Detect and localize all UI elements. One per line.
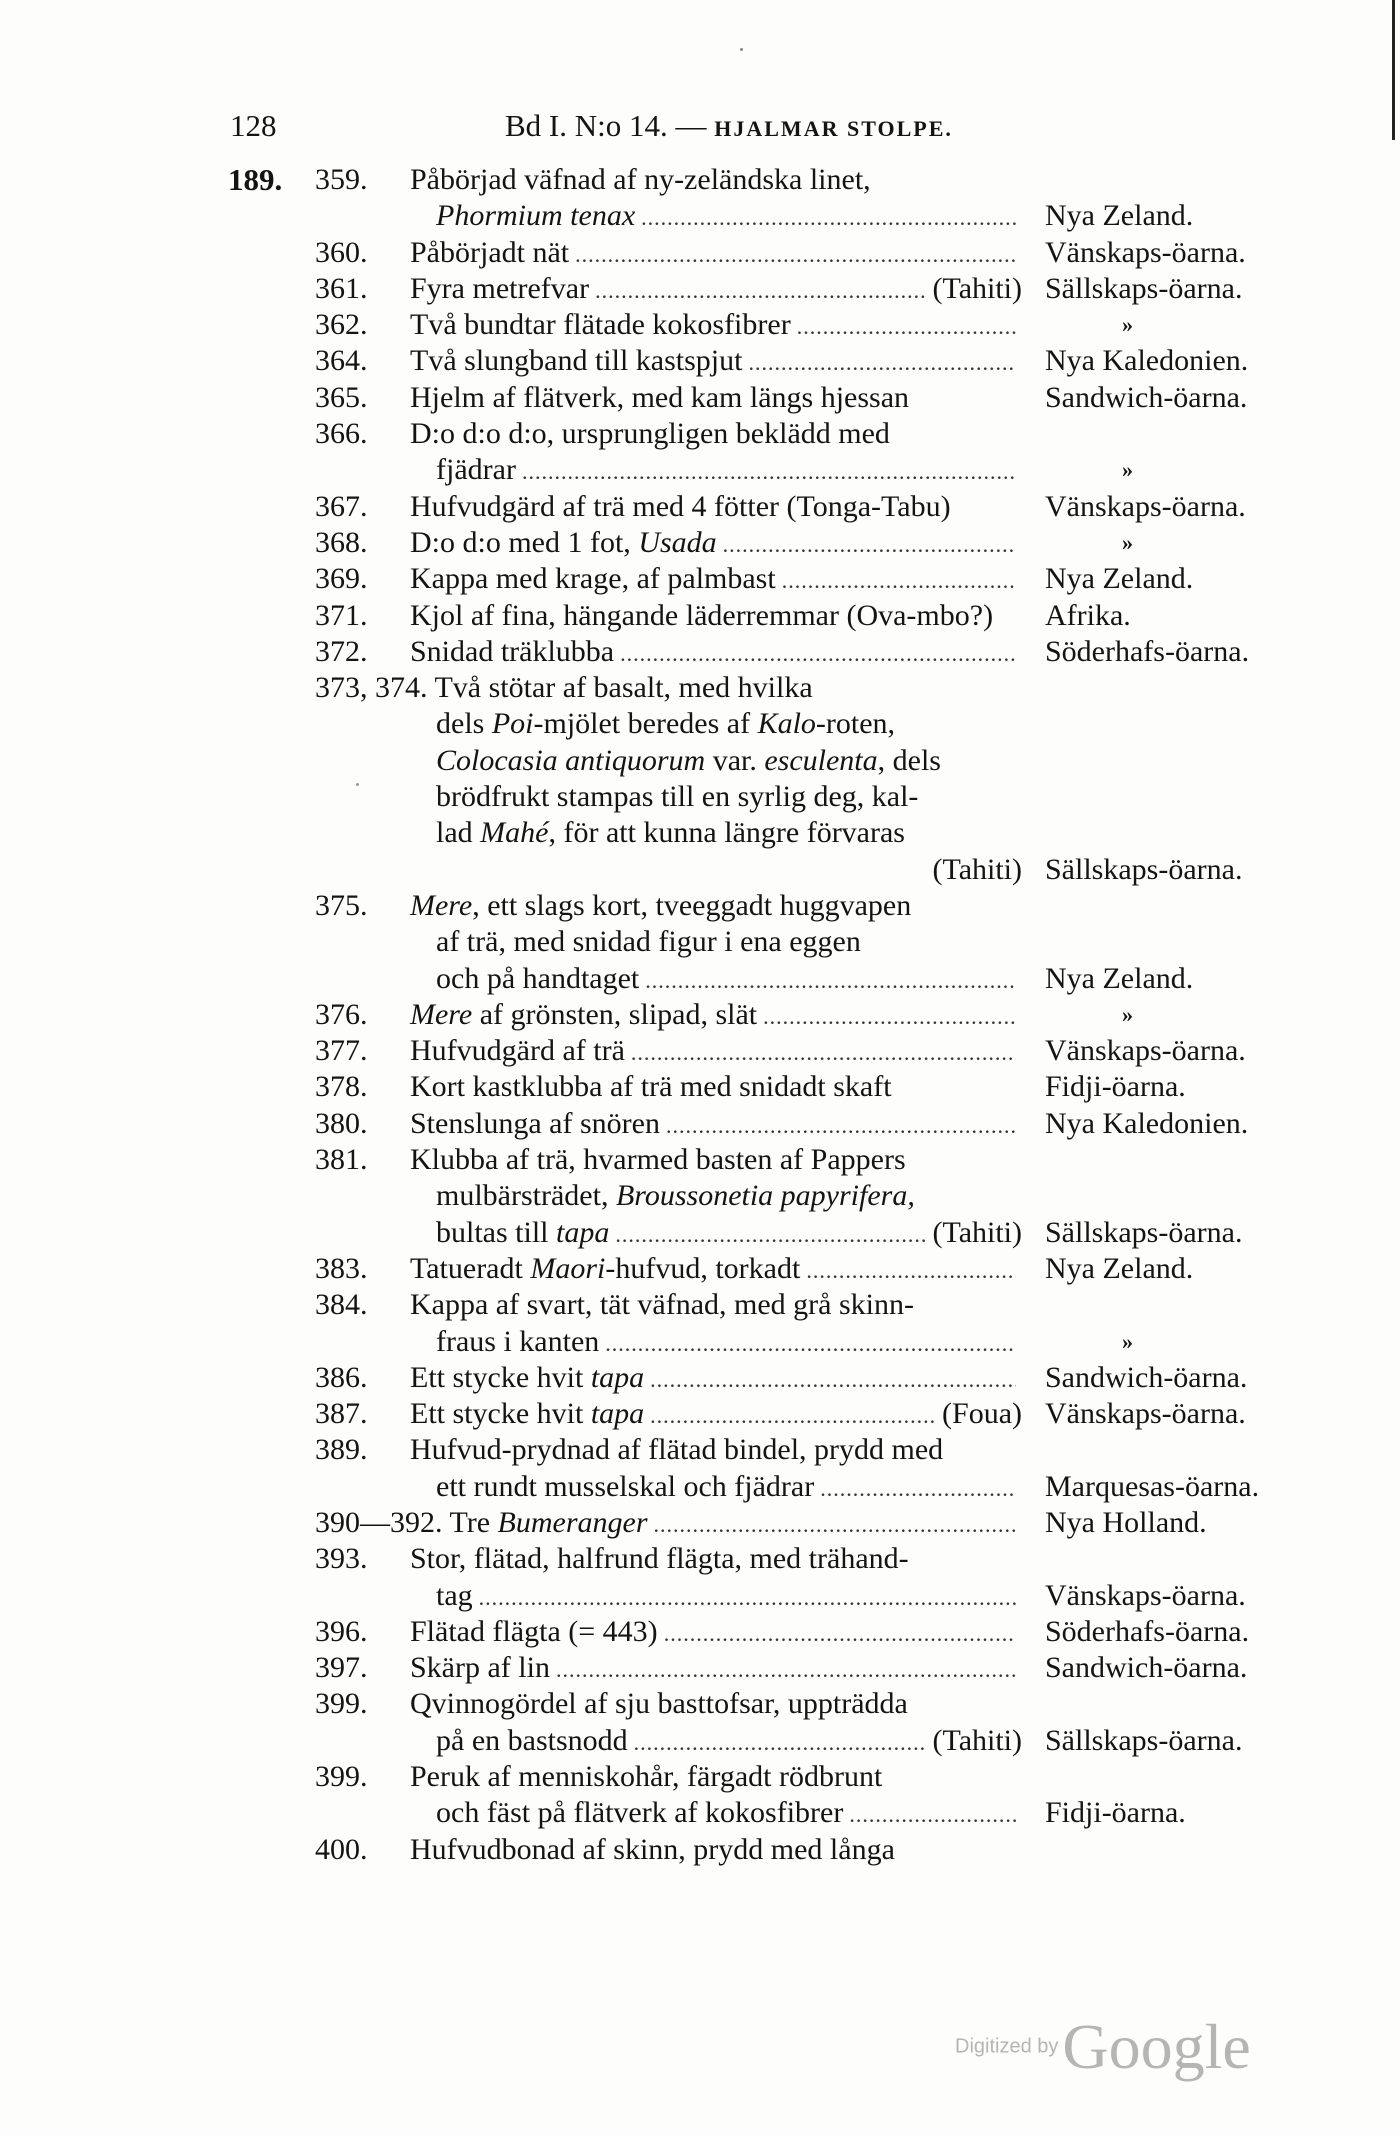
catalog-entry-continuation	[0, 706, 1400, 742]
catalog-entry	[0, 235, 1400, 271]
description-text: och fäst på flätverk af kokosfibrer	[436, 1796, 844, 1830]
catalog-entry	[0, 1505, 1400, 1541]
description-text: Kjol af fina, hängande läderremmar (Ova-mbo?)	[410, 598, 994, 632]
catalog-entry	[0, 598, 1400, 634]
catalog-entry	[0, 1541, 1400, 1577]
item-number: 381.	[315, 1143, 368, 1177]
origin-place: Sällskaps-öarna.	[1045, 852, 1243, 886]
catalog-entry	[0, 1432, 1400, 1468]
description-text: fjädrar	[436, 453, 516, 487]
catalog-entry	[0, 634, 1400, 670]
catalog-entry	[0, 561, 1400, 597]
dot-leader	[782, 563, 1016, 599]
description-text: , dels	[877, 743, 941, 777]
catalog-entry	[0, 1832, 1400, 1868]
dot-leader	[748, 345, 1016, 381]
item-number: 367.	[315, 489, 368, 523]
item-description	[410, 416, 1022, 452]
item-description	[315, 1505, 1022, 1543]
item-number: 386.	[315, 1360, 368, 1394]
volume-label: Bd I. N:o 14. —	[505, 108, 707, 143]
dot-leader	[650, 1362, 1016, 1398]
item-number: 393.	[315, 1542, 368, 1576]
catalog-entry-continuation	[0, 198, 1400, 234]
dot-leader	[522, 454, 1016, 490]
description-text: mulbärsträdet,	[436, 1179, 616, 1213]
item-number: 371.	[315, 598, 368, 632]
dot-leader	[723, 527, 1016, 563]
dot-leader	[595, 273, 926, 309]
description-text: Hufvudgärd af trä	[410, 1034, 625, 1068]
description-text: Ett stycke hvit	[410, 1397, 591, 1431]
item-number: 362.	[315, 308, 368, 342]
italic-term: Mere	[410, 888, 473, 922]
item-number: 383.	[315, 1251, 368, 1285]
catalog-entry	[0, 888, 1400, 924]
catalog-entry	[0, 162, 1400, 198]
dot-leader	[806, 1253, 1016, 1289]
dot-leader	[763, 999, 1016, 1035]
item-description	[436, 1469, 1022, 1507]
catalog-entry-continuation	[0, 779, 1400, 815]
item-number: 376.	[315, 997, 368, 1031]
item-description	[410, 997, 1022, 1035]
catalog-entry	[0, 1033, 1400, 1069]
italic-term: esculenta	[764, 743, 878, 777]
item-description	[410, 1541, 1022, 1577]
item-description	[410, 489, 1022, 525]
catalog-entry	[0, 997, 1400, 1033]
origin-place: Nya Kaledonien.	[1045, 1106, 1249, 1140]
origin-place: Vänskaps-öarna.	[1045, 235, 1246, 269]
item-description	[410, 561, 1022, 599]
origin-place: Nya Zeland.	[1045, 961, 1194, 995]
description-text: Hjelm af flätverk, med kam längs hjessan	[410, 380, 910, 414]
italic-term: Broussonetia papyrifera,	[615, 1179, 915, 1213]
item-number: 378.	[315, 1070, 368, 1104]
description-text: Ett stycke hvit	[410, 1360, 591, 1394]
description-text: Qvinnogördel af sju basttofsar, uppträdda	[410, 1687, 908, 1721]
item-description	[410, 271, 1022, 309]
catalog-entry	[0, 1360, 1400, 1396]
catalog-entry	[0, 1106, 1400, 1142]
catalog-entry	[0, 1396, 1400, 1432]
origin-place: Nya Holland.	[1045, 1505, 1207, 1539]
description-text: , ett slags kort, tveeggadt huggvapen	[472, 888, 912, 922]
description-text: bultas till	[436, 1215, 556, 1249]
italic-term: Colocasia antiquorum	[436, 743, 706, 777]
description-text: 390—392. Tre	[315, 1505, 498, 1539]
item-description	[410, 343, 1022, 381]
origin-place: Sandwich-öarna.	[1045, 380, 1248, 414]
catalog-entry	[0, 271, 1400, 307]
catalog-entry-continuation	[0, 1215, 1400, 1251]
catalog-entry	[0, 1287, 1400, 1323]
italic-term: Bumeranger	[497, 1505, 648, 1539]
item-description	[410, 1759, 1022, 1795]
catalog-entry	[0, 1650, 1400, 1686]
description-text: Hufvudgärd af trä med 4 fötter (Tonga-Tabu)	[410, 489, 951, 523]
dot-leader	[849, 1797, 1016, 1833]
origin-place: Vänskaps-öarna.	[1045, 1397, 1246, 1431]
section-number: 189.	[228, 162, 283, 197]
item-description	[436, 1795, 1022, 1833]
running-header	[230, 108, 1030, 148]
item-description	[410, 1396, 1022, 1434]
origin-place: Vänskaps-öarna.	[1045, 1578, 1246, 1612]
description-text: af grönsten, slipad, slät	[472, 997, 758, 1031]
author-name: HJALMAR STOLPE.	[714, 116, 953, 141]
description-text: (Tahiti)	[932, 852, 1022, 886]
catalog-entry	[0, 416, 1400, 452]
italic-term: tapa	[556, 1215, 610, 1249]
catalog-entry-continuation	[0, 815, 1400, 851]
italic-term: Maori	[530, 1251, 606, 1285]
item-description	[410, 1686, 1022, 1722]
description-text: 373, 374. Två stötar af basalt, med hvilka	[315, 671, 813, 705]
dot-leader	[631, 1035, 1016, 1071]
item-description	[410, 598, 1022, 634]
watermark-prefix: Digitized by	[955, 2035, 1059, 2058]
catalog-entry	[0, 1686, 1400, 1722]
dot-leader	[664, 1616, 1016, 1652]
origin-place: Sandwich-öarna.	[1045, 1651, 1248, 1685]
dot-leader	[620, 636, 1016, 672]
origin-place: Sällskaps-öarna.	[1045, 271, 1243, 305]
origin-place: Söderhafs-öarna.	[1045, 1614, 1250, 1648]
item-number: 387.	[315, 1397, 368, 1431]
item-number: 359.	[315, 163, 368, 196]
item-number: 364.	[315, 344, 368, 378]
catalog-entry	[0, 1142, 1400, 1178]
item-description	[410, 307, 1022, 345]
item-number: 365.	[315, 380, 368, 414]
dot-leader	[666, 1108, 1016, 1144]
catalog-entry-continuation	[0, 852, 1400, 888]
description-text: Hufvud-prydnad af flätad bindel, prydd med	[410, 1433, 944, 1467]
item-number: 377.	[315, 1034, 368, 1068]
catalog-entry	[0, 489, 1400, 525]
ditto-mark: »	[1122, 1328, 1133, 1354]
origin-place: Nya Zeland.	[1045, 1251, 1194, 1285]
item-number: 361.	[315, 271, 368, 305]
description-text: Kort kastklubba af trä med snidadt skaft	[410, 1070, 892, 1104]
dot-leader	[575, 237, 1016, 273]
italic-term: Kalo	[757, 707, 816, 741]
description-text: och på handtaget	[436, 961, 640, 995]
italic-term: Poi	[491, 707, 534, 741]
description-text: af trä, med snidad figur i ena eggen	[436, 925, 861, 959]
description-text: tag	[436, 1578, 473, 1612]
italic-term: Usada	[638, 525, 717, 559]
description-text: Klubba af trä, hvarmed basten af Pappers	[410, 1143, 906, 1177]
origin-place: Sandwich-öarna.	[1045, 1360, 1248, 1394]
catalog-entry	[0, 380, 1400, 416]
ditto-mark: »	[1122, 529, 1133, 555]
item-number: 384.	[315, 1288, 368, 1322]
description-text: D:o d:o med 1 fot,	[410, 525, 639, 559]
catalog-entry	[0, 1614, 1400, 1650]
catalog-entry-continuation	[0, 1795, 1400, 1831]
item-description	[436, 706, 1022, 742]
item-number: 372.	[315, 634, 368, 668]
catalog-entry-continuation	[0, 924, 1400, 960]
description-text: Stenslunga af snören	[410, 1106, 660, 1140]
catalog-entry	[0, 307, 1400, 343]
dot-leader	[556, 1652, 1016, 1688]
origin-place: Nya Kaledonien.	[1045, 344, 1249, 378]
sub-location: (Tahiti)	[932, 271, 1022, 305]
item-number: 366.	[315, 417, 368, 451]
item-description	[436, 452, 1022, 490]
catalog-entry-continuation	[0, 1723, 1400, 1759]
description-text: fraus i kanten	[436, 1324, 600, 1358]
item-description	[410, 1069, 1022, 1105]
description-text: Kappa af svart, tät väfnad, med grå skinn-	[410, 1288, 914, 1322]
catalog-entry-continuation	[0, 1469, 1400, 1505]
item-description	[436, 1215, 1022, 1253]
description-text: Fyra metrefvar	[410, 271, 590, 305]
item-description	[436, 961, 1022, 999]
item-description	[436, 1178, 1022, 1214]
origin-place: Nya Zeland.	[1045, 562, 1194, 596]
item-description	[410, 1650, 1022, 1688]
dot-leader	[645, 963, 1016, 999]
item-description	[436, 743, 1022, 779]
description-text: -roten,	[815, 707, 896, 741]
description-text: på en bastsnodd	[436, 1723, 628, 1757]
description-text: dels	[436, 707, 492, 741]
catalog-entry	[0, 670, 1400, 706]
item-description	[436, 852, 1022, 888]
dot-leader	[615, 1217, 926, 1253]
description-text: Påbörjadt nät	[410, 235, 570, 269]
origin-place: Marquesas-öarna.	[1045, 1469, 1260, 1503]
origin-place: Afrika.	[1045, 598, 1131, 632]
description-text: ett rundt musselskal och fjädrar	[436, 1469, 815, 1503]
item-number: 399.	[315, 1760, 368, 1794]
item-description	[410, 1287, 1022, 1323]
description-text: -hufvud, torkadt	[605, 1251, 801, 1285]
catalog-entry-continuation	[0, 743, 1400, 779]
description-text: Peruk af menniskohår, färgadt rödbrunt	[410, 1760, 883, 1794]
description-text: Hufvudbonad af skinn, prydd med långa	[410, 1832, 895, 1866]
description-text: Två bundtar flätade kokosfibrer	[410, 308, 791, 342]
item-description	[436, 815, 1022, 851]
description-text: brödfrukt stampas till en syrlig deg, kal-	[436, 780, 919, 814]
origin-place: Nya Zeland.	[1045, 199, 1194, 233]
catalog-entry	[0, 1251, 1400, 1287]
item-description	[410, 1832, 1022, 1868]
item-number: 360.	[315, 235, 368, 269]
description-text: -mjölet beredes af	[533, 707, 758, 741]
sub-location: (Tahiti)	[932, 1723, 1022, 1757]
item-description	[436, 198, 1022, 236]
catalog-entry-continuation	[0, 1578, 1400, 1614]
item-number: 375.	[315, 888, 368, 922]
origin-place: Fidji-öarna.	[1045, 1796, 1186, 1830]
item-number: 399.	[315, 1687, 368, 1721]
item-description	[436, 779, 1022, 815]
dot-leader	[820, 1471, 1016, 1507]
dot-leader	[479, 1580, 1016, 1616]
ditto-mark: »	[1122, 1001, 1133, 1027]
item-description	[436, 1578, 1022, 1616]
dot-leader	[605, 1326, 1016, 1362]
paper-speck	[740, 48, 743, 51]
origin-place: Söderhafs-öarna.	[1045, 634, 1250, 668]
item-description	[436, 924, 1022, 960]
item-description	[410, 1251, 1022, 1289]
dot-leader	[650, 1398, 936, 1434]
italic-term: tapa	[590, 1360, 645, 1394]
description-text: Påbörjad väfnad af ny-zeländska linet,	[410, 163, 871, 196]
description-text: lad	[436, 816, 481, 850]
italic-term: Mahé	[480, 816, 549, 850]
item-description	[410, 380, 1022, 416]
origin-place: Sällskaps-öarna.	[1045, 1215, 1243, 1249]
description-text: Två slungband till kastspjut	[410, 344, 743, 378]
description-text: Skärp af lin	[410, 1651, 550, 1685]
description-text: Snidad träklubba	[410, 634, 615, 668]
catalog-entry-continuation	[0, 1178, 1400, 1214]
page-number: 128	[230, 108, 277, 143]
description-text: Kappa med krage, af palmbast	[410, 562, 776, 596]
origin-place: Vänskaps-öarna.	[1045, 489, 1246, 523]
dot-leader	[641, 200, 1016, 236]
item-number: 400.	[315, 1832, 368, 1866]
description-text: Tatueradt	[410, 1251, 531, 1285]
description-text: D:o d:o d:o, ursprungligen beklädd med	[410, 417, 890, 451]
catalog-entry-continuation	[0, 961, 1400, 997]
description-text: var.	[705, 743, 765, 777]
dot-leader	[634, 1725, 927, 1761]
item-description	[436, 1723, 1022, 1761]
item-number: 397.	[315, 1651, 368, 1685]
origin-place: Sällskaps-öarna.	[1045, 1723, 1243, 1757]
catalog-entry-continuation	[0, 452, 1400, 488]
description-text: , för att kunna längre förvaras	[548, 816, 905, 850]
google-logo: Google	[1062, 2011, 1251, 2082]
catalog-entry	[0, 525, 1400, 561]
ditto-mark: »	[1122, 312, 1133, 338]
catalog-list	[0, 162, 1400, 1868]
item-number: 396.	[315, 1614, 368, 1648]
dot-leader	[797, 309, 1016, 345]
catalog-entry	[0, 1069, 1400, 1105]
item-description	[410, 235, 1022, 273]
sub-location: (Tahiti)	[932, 1215, 1022, 1249]
item-description	[410, 1033, 1022, 1071]
description-text: Stor, flätad, halfrund flägta, med trähand-	[410, 1542, 909, 1576]
page-edge-shadow	[1392, 0, 1395, 140]
digitized-watermark	[955, 2010, 1251, 2084]
item-description	[315, 670, 1022, 706]
description-text: Flätad flägta (= 443)	[410, 1614, 658, 1648]
sub-location: (Foua)	[942, 1397, 1022, 1431]
item-description	[436, 1324, 1022, 1362]
ditto-mark: »	[1122, 457, 1133, 483]
item-description	[410, 1106, 1022, 1144]
item-description	[410, 1142, 1022, 1178]
item-description	[410, 1432, 1022, 1468]
item-description	[410, 1614, 1022, 1652]
origin-place: Vänskaps-öarna.	[1045, 1034, 1246, 1068]
catalog-entry	[0, 343, 1400, 379]
item-number: 380.	[315, 1106, 368, 1140]
italic-term: Mere	[410, 997, 473, 1031]
item-description	[410, 1360, 1022, 1398]
item-number: 369.	[315, 562, 368, 596]
item-description	[410, 162, 1022, 198]
dot-leader	[654, 1507, 1016, 1543]
item-description	[410, 634, 1022, 672]
item-number: 389.	[315, 1433, 368, 1467]
item-description	[410, 525, 1022, 563]
italic-term: tapa	[590, 1397, 645, 1431]
catalog-entry-continuation	[0, 1324, 1400, 1360]
item-description	[410, 888, 1022, 924]
catalog-entry	[0, 1759, 1400, 1795]
italic-term: Phormium tenax	[436, 199, 636, 233]
item-number: 368.	[315, 525, 368, 559]
header-title	[505, 108, 953, 144]
origin-place: Fidji-öarna.	[1045, 1070, 1186, 1104]
